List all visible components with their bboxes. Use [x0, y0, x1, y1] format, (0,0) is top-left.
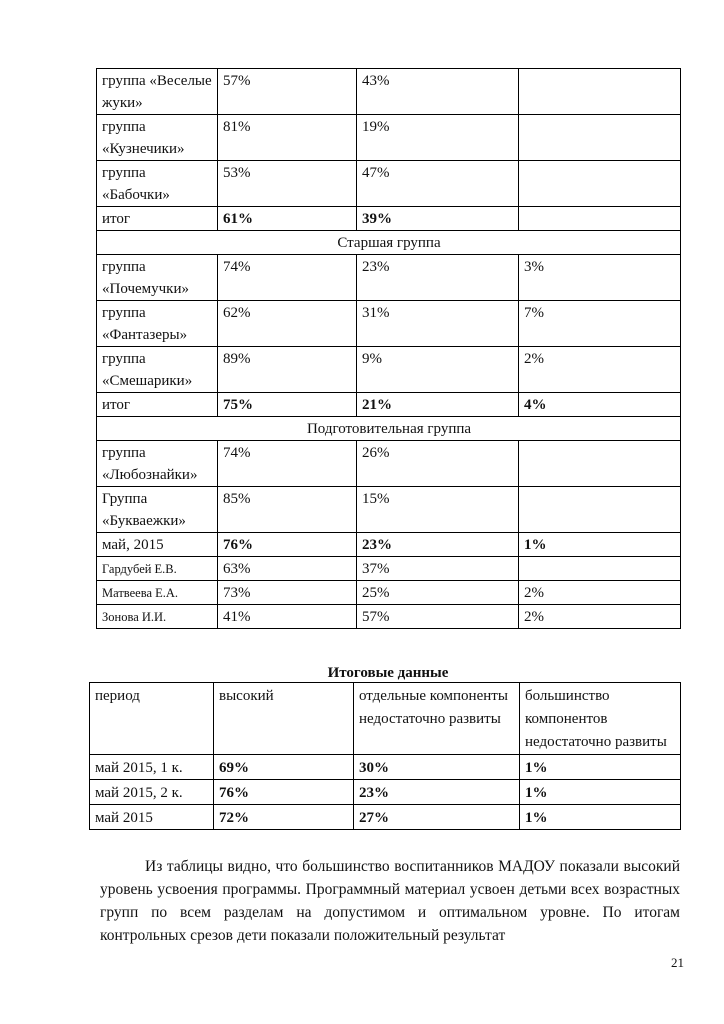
high-level-cell: 73% [218, 581, 357, 605]
summary-header-period: период [90, 683, 214, 755]
low-level-cell [519, 487, 681, 533]
partial-level-cell: 23% [357, 533, 519, 557]
high-level-cell: 63% [218, 557, 357, 581]
high-level-cell: 69% [214, 755, 354, 780]
partial-level-cell: 27% [354, 805, 520, 830]
high-level-cell: 85% [218, 487, 357, 533]
summary-header-most: большинство компонентов недостаточно развиты [520, 683, 681, 755]
partial-level-cell: 39% [357, 207, 519, 231]
group-name-cell: группа «Фантазеры» [97, 301, 218, 347]
low-level-cell: 4% [519, 393, 681, 417]
section-row [97, 417, 681, 441]
page-number: 21 [671, 955, 684, 970]
partial-level-cell: 19% [357, 115, 519, 161]
table-row [97, 487, 681, 533]
total-row [97, 533, 681, 557]
summary-table [89, 682, 681, 830]
low-level-cell: 7% [519, 301, 681, 347]
partial-level-cell: 26% [357, 441, 519, 487]
group-name-cell: группа «Веселые жуки» [97, 69, 218, 115]
group-name-cell: группа «Кузнечики» [97, 115, 218, 161]
partial-level-cell: 30% [354, 755, 520, 780]
group-name-cell: итог [97, 393, 218, 417]
partial-level-cell: 23% [354, 780, 520, 805]
total-row [97, 207, 681, 231]
group-name-cell: группа «Бабочки» [97, 161, 218, 207]
high-level-cell: 41% [218, 605, 357, 629]
section-label: Старшая группа [97, 231, 681, 255]
low-level-cell: 1% [520, 780, 681, 805]
low-level-cell: 1% [520, 755, 681, 780]
group-name-cell: итог [97, 207, 218, 231]
table-row [97, 255, 681, 301]
high-level-cell: 61% [218, 207, 357, 231]
high-level-cell: 74% [218, 255, 357, 301]
summary-table-body [90, 755, 681, 830]
partial-level-cell: 57% [357, 605, 519, 629]
group-name-cell: Матвеева Е.А. [97, 581, 218, 605]
low-level-cell: 1% [519, 533, 681, 557]
summary-header-row [90, 683, 681, 755]
low-level-cell [519, 115, 681, 161]
low-level-cell: 2% [519, 581, 681, 605]
section-label: Подготовительная группа [97, 417, 681, 441]
period-cell: май 2015 [90, 805, 214, 830]
low-level-cell: 2% [519, 347, 681, 393]
table-row [97, 115, 681, 161]
total-row [97, 393, 681, 417]
summary-header-partial: отдельные компоненты недостаточно развиты [354, 683, 520, 755]
group-name-cell: Гардубей Е.В. [97, 557, 218, 581]
high-level-cell: 72% [214, 805, 354, 830]
high-level-cell: 57% [218, 69, 357, 115]
period-cell: май 2015, 1 к. [90, 755, 214, 780]
partial-level-cell: 47% [357, 161, 519, 207]
table-row [97, 161, 681, 207]
partial-level-cell: 43% [357, 69, 519, 115]
low-level-cell [519, 557, 681, 581]
high-level-cell: 76% [218, 533, 357, 557]
partial-level-cell: 37% [357, 557, 519, 581]
group-name-cell: Группа «Букваежки» [97, 487, 218, 533]
summary-header-high: высокий [214, 683, 354, 755]
low-level-cell: 1% [520, 805, 681, 830]
high-level-cell: 75% [218, 393, 357, 417]
low-level-cell [519, 207, 681, 231]
low-level-cell: 2% [519, 605, 681, 629]
low-level-cell [519, 69, 681, 115]
table-row [97, 441, 681, 487]
summary-row [90, 755, 681, 780]
group-name-cell: май, 2015 [97, 533, 218, 557]
summary-title: Итоговые данные [327, 665, 449, 681]
group-name-cell: группа «Смешарики» [97, 347, 218, 393]
period-cell: май 2015, 2 к. [90, 780, 214, 805]
partial-level-cell: 21% [357, 393, 519, 417]
group-results-table [96, 68, 681, 629]
table-row [97, 581, 681, 605]
low-level-cell [519, 161, 681, 207]
group-name-cell: группа «Любознайки» [97, 441, 218, 487]
table-row [97, 347, 681, 393]
table-row [97, 557, 681, 581]
partial-level-cell: 31% [357, 301, 519, 347]
high-level-cell: 76% [214, 780, 354, 805]
high-level-cell: 81% [218, 115, 357, 161]
table-row [97, 301, 681, 347]
partial-level-cell: 9% [357, 347, 519, 393]
high-level-cell: 74% [218, 441, 357, 487]
high-level-cell: 62% [218, 301, 357, 347]
conclusion-paragraph: Из таблицы видно, что большинство воспитанников МАДОУ показали высокий уровень усвоения программы. Программный материал усвоен детьми всех возрастных групп по всем разделам на допустимом и оптимальном уровне. По итогам контрольных срезов дети показали положительный результат [100, 858, 680, 944]
table-row [97, 69, 681, 115]
group-results-table-body [97, 69, 681, 629]
section-row [97, 231, 681, 255]
summary-row [90, 805, 681, 830]
table-row [97, 605, 681, 629]
group-name-cell: группа «Почемучки» [97, 255, 218, 301]
low-level-cell: 3% [519, 255, 681, 301]
partial-level-cell: 23% [357, 255, 519, 301]
high-level-cell: 89% [218, 347, 357, 393]
group-name-cell: Зонова И.И. [97, 605, 218, 629]
summary-row [90, 780, 681, 805]
high-level-cell: 53% [218, 161, 357, 207]
low-level-cell [519, 441, 681, 487]
partial-level-cell: 25% [357, 581, 519, 605]
partial-level-cell: 15% [357, 487, 519, 533]
